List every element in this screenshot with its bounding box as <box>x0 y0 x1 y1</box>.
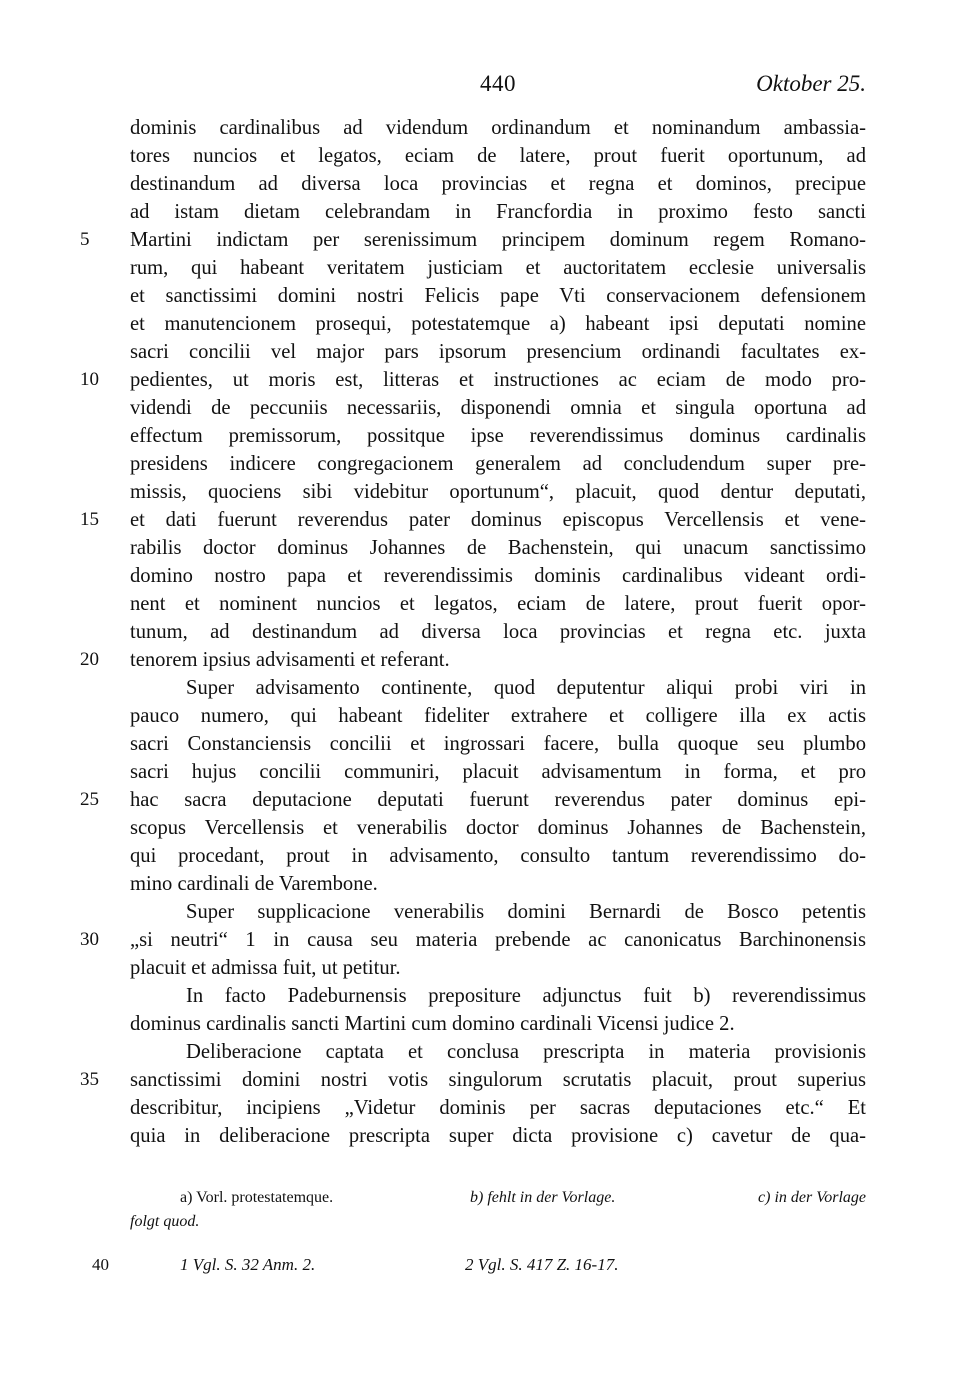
footnote-c-continuation: folgt quod. <box>130 1213 200 1230</box>
text-line: effectum premissorum, possitque ipse reverendissimus dominus cardinalis <box>130 425 866 447</box>
text-line: Super advisamento continente, quod deputentur aliqui probi viri in <box>186 677 866 699</box>
footnote-2: 2 Vgl. S. 417 Z. 16-17. <box>465 1255 619 1274</box>
text-line: Super supplicacione venerabilis domini Bernardi de Bosco petentis <box>186 901 866 923</box>
line-number: 40 <box>92 1255 109 1274</box>
footnotes <box>130 1186 866 1234</box>
text-line: In facto Padeburnensis prepositure adjunctus fuit b) reverendissimus <box>186 985 866 1007</box>
text-line: et sanctissimi domini nostri Felicis pape Vti conservacionem defensionem <box>130 285 866 307</box>
footnote-c: c) in der Vorlage <box>758 1189 866 1206</box>
text-line: presidens indicere congregacionem generalem ad concludendum super pre- <box>130 453 866 475</box>
footnote-b: b) fehlt in der Vorlage. <box>470 1189 616 1206</box>
text-line: rum, qui habeant veritatem justiciam et auctoritatem ecclesie universalis <box>130 257 866 279</box>
text-line: quia in deliberacione prescripta super dicta provisione c) cavetur de qua- <box>130 1125 866 1147</box>
text-line: sacri hujus concilii communiri, placuit advisamentum in forma, et pro <box>130 761 866 783</box>
text-line: pauco numero, qui habeant fideliter extrahere et colligere illa ex actis <box>130 705 866 727</box>
line-number: 20 <box>80 649 99 670</box>
line-number: 10 <box>80 369 99 390</box>
text-line: Deliberacione captata et conclusa prescripta in materia provisionis <box>186 1041 866 1063</box>
body-text <box>130 114 866 1150</box>
text-line: sanctissimi domini nostri votis singulorum scrutatis placuit, prout superius <box>130 1069 866 1091</box>
text-line: nent et nominent nuncios et legatos, eciam de latere, prout fuerit opor- <box>130 593 866 615</box>
text-line: ad istam dietam celebrandam in Francfordia in proximo festo sancti <box>130 201 866 223</box>
text-line: tunum, ad destinandum ad diversa loca provincias et regna etc. juxta <box>130 621 866 643</box>
line-number: 25 <box>80 789 99 810</box>
text-line: tores nuncios et legatos, eciam de latere, prout fuerit oportunum, ad <box>130 145 866 167</box>
text-line: dominus cardinalis sancti Martini cum domino cardinali Vicensi judice 2. <box>130 1013 735 1035</box>
line-number: 35 <box>80 1069 99 1090</box>
text-line: qui procedant, prout in advisamento, consulto tantum reverendissimo do- <box>130 845 866 867</box>
text-line: Martini indictam per serenissimum principem dominum regem Romano- <box>130 229 866 251</box>
text-line: pedientes, ut moris est, litteras et instructiones ac eciam de modo pro- <box>130 369 866 391</box>
running-head: Oktober 25. <box>756 71 866 96</box>
text-line: et manutencionem prosequi, potestatemque a) habeant ipsi deputati nomine <box>130 313 866 335</box>
text-line: placuit et admissa fuit, ut petitur. <box>130 957 401 979</box>
page-number: 440 <box>480 71 516 96</box>
text-line: destinandum ad diversa loca provincias et regna et dominos, precipue <box>130 173 866 195</box>
text-line: domino nostro papa et reverendissimis dominis cardinalibus videant ordi- <box>130 565 866 587</box>
text-line: „si neutri“ 1 in causa seu materia prebende ac canonicatus Barchinonensis <box>130 929 866 951</box>
text-line: rabilis doctor dominus Johannes de Bachenstein, qui unacum sanctissimo <box>130 537 866 559</box>
page-header <box>130 66 866 102</box>
footnote-1: 1 Vgl. S. 32 Anm. 2. <box>180 1255 316 1274</box>
text-line: tenorem ipsius advisamenti et referant. <box>130 649 450 671</box>
text-line: et dati fuerunt reverendus pater dominus episcopus Vercellensis et vene- <box>130 509 866 531</box>
text-line: hac sacra deputacione deputati fuerunt reverendus pater dominus epi- <box>130 789 866 811</box>
line-number: 5 <box>80 229 90 250</box>
text-line: missis, quociens sibi videbitur oportunum“, placuit, quod dentur deputati, <box>130 481 866 503</box>
text-line: videndi de peccuniis necessariis, disponendi omnia et singula oportuna ad <box>130 397 866 419</box>
text-line: sacri concilii vel major pars ipsorum presencium ordinandi facultates ex- <box>130 341 866 363</box>
footnote-row-numbers <box>130 1253 866 1277</box>
line-number: 15 <box>80 509 99 530</box>
text-line: sacri Constanciensis concilii et ingrossari facere, bulla quoque seu plumbo <box>130 733 866 755</box>
text-line: mino cardinali de Varembone. <box>130 873 378 895</box>
line-number: 30 <box>80 929 99 950</box>
footnotes-numbered <box>130 1253 866 1277</box>
footnote-a: a) Vorl. protestatemque. <box>180 1189 334 1206</box>
text-line: dominis cardinalibus ad videndum ordinandum et nominandum ambassia- <box>130 117 866 139</box>
text-line: scopus Vercellensis et venerabilis doctor dominus Johannes de Bachenstein, <box>130 817 866 839</box>
footnote-row-letters <box>130 1186 866 1210</box>
text-line: describitur, incipiens „Videtur dominis per sacras deputaciones etc.“ Et <box>130 1097 866 1119</box>
